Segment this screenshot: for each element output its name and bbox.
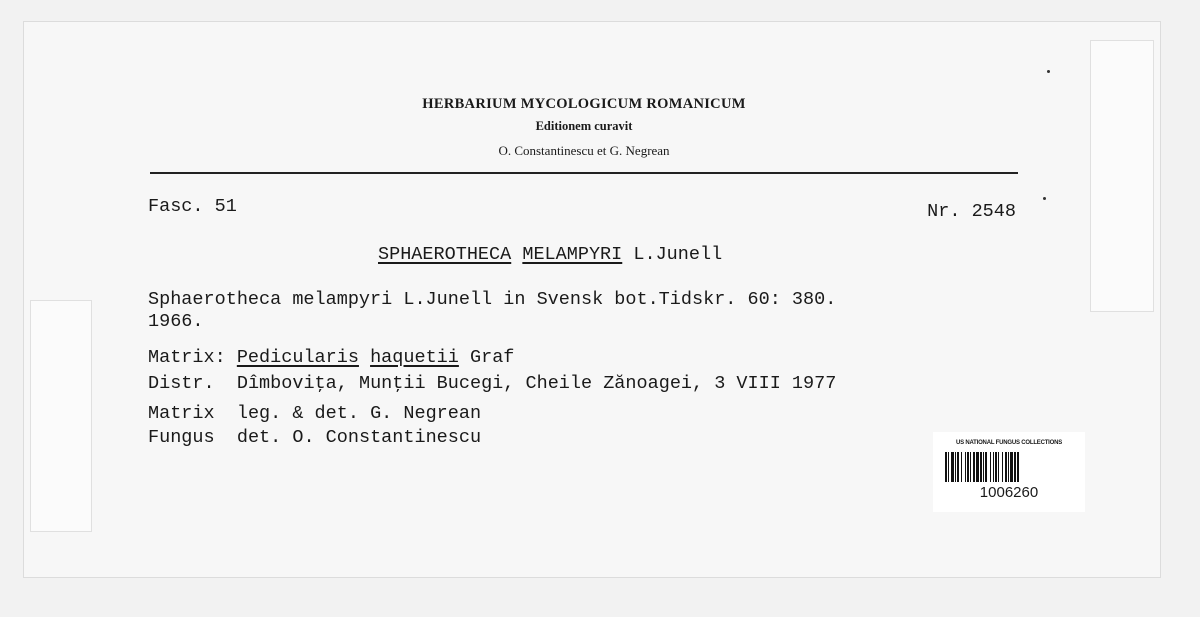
barcode-collection-name: US NATIONAL FUNGUS COLLECTIONS [955, 440, 1063, 446]
header-divider [150, 172, 1018, 174]
barcode-bar [976, 452, 979, 482]
barcode-bar [945, 452, 947, 482]
barcode-bar [998, 452, 999, 482]
citation-line-2: 1966. [148, 311, 204, 332]
speck [1047, 70, 1050, 73]
barcode-bar [1008, 452, 1009, 482]
speck [1043, 197, 1046, 200]
barcode-bar [970, 452, 971, 482]
barcode-bar [948, 452, 949, 482]
species-epithet: MELAMPYRI [522, 244, 623, 265]
matrix-label: Matrix: [148, 347, 226, 368]
barcode-bar [990, 452, 991, 482]
host-genus: Pedicularis [236, 347, 359, 368]
tape-strip-right [1090, 40, 1154, 312]
barcode-icon [945, 452, 1073, 482]
editors-line: O. Constantinescu et G. Negrean [498, 143, 670, 158]
barcode-bar [955, 452, 956, 482]
barcode-bar [985, 452, 987, 482]
distribution [148, 374, 836, 394]
barcode-number: 1006260 [979, 484, 1039, 501]
barcode-bar [973, 452, 975, 482]
barcode-bar [980, 452, 982, 482]
species-name [378, 245, 722, 265]
collector-label: Matrix [148, 403, 215, 424]
matrix-host [148, 348, 514, 368]
fascicle-number: Fasc. 51 [148, 196, 237, 217]
barcode-bar [1002, 452, 1003, 482]
fungus-determiner [148, 428, 481, 448]
species-genus: SPHAEROTHECA [378, 244, 512, 265]
host-epithet: haquetii [370, 347, 459, 368]
barcode-bar [1005, 452, 1007, 482]
barcode-label [933, 432, 1085, 512]
barcode-bar [965, 452, 966, 482]
fungus-value: det. O. Constantinescu [236, 427, 482, 448]
collector-line [148, 404, 481, 424]
herbarium-title: HERBARIUM MYCOLOGICUM ROMANICUM [422, 96, 746, 112]
specimen-number: Nr. 2548 [927, 201, 1016, 222]
barcode-bar [993, 452, 994, 482]
barcode-bar [995, 452, 997, 482]
citation-line-1: Sphaerotheca melampyri L.Junell in Svensk bot.Tidskr. 60: 380. [148, 289, 837, 310]
collector-value: leg. & det. G. Negrean [236, 403, 482, 424]
barcode-bar [1014, 452, 1016, 482]
host-author: Graf [470, 347, 515, 368]
species-author: L.Junell [633, 244, 723, 265]
distribution-value: Dîmboviţa, Munţii Bucegi, Cheile Zănoagei, 3 VIII 1977 [236, 373, 837, 394]
barcode-bar [967, 452, 969, 482]
barcode-bar [983, 452, 984, 482]
barcode-bar [951, 452, 954, 482]
barcode-bar [1017, 452, 1019, 482]
barcode-bar [957, 452, 959, 482]
barcode-bar [1010, 452, 1013, 482]
barcode-bar [961, 452, 962, 482]
tape-strip-left [30, 300, 92, 532]
distribution-label: Distr. [148, 373, 215, 394]
editorial-note: Editionem curavit [535, 119, 633, 133]
fungus-label: Fungus [148, 427, 215, 448]
